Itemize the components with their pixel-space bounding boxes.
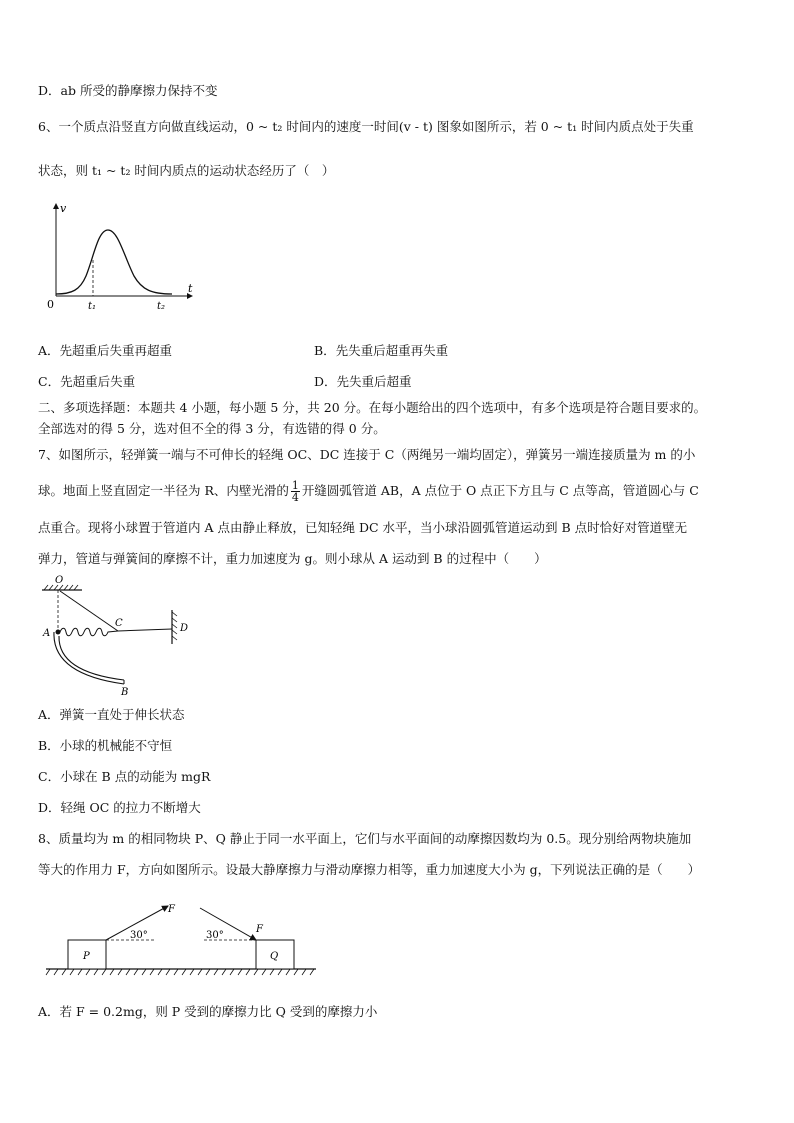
q7-stem-line2 xyxy=(38,480,699,503)
q7-pipe-inner xyxy=(59,636,124,680)
q7-stem-line1: 7、如图所示，轻弹簧一端与不可伸长的轻绳 OC、DC 连接于 C（两绳另一端均固定），弹簧另一端连接质量为 m 的小 xyxy=(38,447,696,462)
q8-label-angle2: 30° xyxy=(206,930,224,941)
q7-option-a: A．弹簧一直处于伸长状态 xyxy=(38,707,185,722)
q7-figure xyxy=(38,574,198,698)
q7-frac-num: 1 xyxy=(291,479,299,492)
q7-fraction xyxy=(291,480,300,503)
q7-ball xyxy=(56,630,61,635)
q6-option-a: A．先超重后失重再超重 xyxy=(38,343,173,358)
q8-stem-line2: 等大的作用力 F，方向如图所示。设最大静摩擦力与滑动摩擦力相等，重力加速度大小为 g，下列说法正确的是（ ） xyxy=(38,862,701,877)
q7-stem-line2-pre: 球。地面上竖直固定一半径为 R、内壁光滑的 xyxy=(38,483,289,498)
q6-label-origin: 0 xyxy=(47,298,54,311)
q8-ground-hatch xyxy=(46,969,314,975)
q5-option-d: D．ab 所受的静摩擦力保持不变 xyxy=(38,83,218,98)
q6-label-t2: t₂ xyxy=(157,301,166,312)
q8-label-f2: F xyxy=(256,924,263,935)
q7-stem-line3: 点重合。现将小球置于管道内 A 点由静止释放，已知轻绳 DC 水平，当小球沿圆弧管道运动到 B 点时恰好对管道壁无 xyxy=(38,520,688,535)
q7-rope-oc xyxy=(60,591,118,631)
q6-stem-line1: 6、一个质点沿竖直方向做直线运动，0 ~ t₂ 时间内的速度一时间(v - t) 图象如图所示，若 0 ~ t₁ 时间内质点处于失重 xyxy=(38,119,694,134)
q7-label-o: O xyxy=(55,575,64,586)
q7-label-b: B xyxy=(121,687,129,698)
q7-label-c: C xyxy=(115,618,123,629)
section2-line1: 二、多项选择题：本题共 4 小题，每小题 5 分，共 20 分。在每小题给出的四个选项中，有多个选项是符合题目要求的。 xyxy=(38,400,707,415)
q8-label-f1: F xyxy=(168,904,175,915)
q7-option-d: D．轻绳 OC 的拉力不断增大 xyxy=(38,800,201,815)
q6-vt-graph xyxy=(42,196,202,314)
q7-option-c: C．小球在 B 点的动能为 mgR xyxy=(38,769,211,784)
q7-stem-line4: 弹力，管道与弹簧间的摩擦不计，重力加速度为 g。则小球从 A 运动到 B 的过程中（ ） xyxy=(38,551,547,566)
q6-label-v: v xyxy=(60,202,67,215)
q8-stem-line1: 8、质量均为 m 的相同物块 P、Q 静止于同一水平面上，它们与水平面间的动摩擦因数均为 0.5。现分别给两物块施加 xyxy=(38,831,692,846)
q6-option-d: D．先失重后超重 xyxy=(314,374,412,389)
q7-label-d: D xyxy=(180,623,189,634)
q7-stem-line2-post: 开缝圆弧管道 AB，A 点位于 O 点正下方且与 C 点等高，管道圆心与 C xyxy=(301,483,699,498)
q8-label-q: Q xyxy=(270,951,279,962)
q8-figure xyxy=(44,900,320,982)
q6-stem-line2: 状态，则 t₁ ~ t₂ 时间内质点的运动状态经历了（ ） xyxy=(38,163,335,178)
q6-option-b: B．先失重后超重再失重 xyxy=(314,343,449,358)
q7-pipe-outer xyxy=(54,632,124,684)
q6-label-t: t xyxy=(188,282,193,295)
q6-velocity-curve xyxy=(56,230,172,294)
q6-option-c: C．先超重后失重 xyxy=(38,374,136,389)
q8-label-p: P xyxy=(83,951,90,962)
q7-frac-den: 4 xyxy=(291,491,299,504)
q7-label-a: A xyxy=(43,628,51,639)
section2-line2: 全部选对的得 5 分，选对但不全的得 3 分，有选错的得 0 分。 xyxy=(38,421,386,436)
q7-spring xyxy=(60,628,118,636)
q7-option-b: B．小球的机械能不守恒 xyxy=(38,738,173,753)
q7-rope-cd xyxy=(118,629,172,631)
q8-option-a: A．若 F = 0.2mg，则 P 受到的摩擦力比 Q 受到的摩擦力小 xyxy=(38,1004,378,1019)
q8-label-angle1: 30° xyxy=(130,930,148,941)
q6-label-t1: t₁ xyxy=(88,301,97,312)
